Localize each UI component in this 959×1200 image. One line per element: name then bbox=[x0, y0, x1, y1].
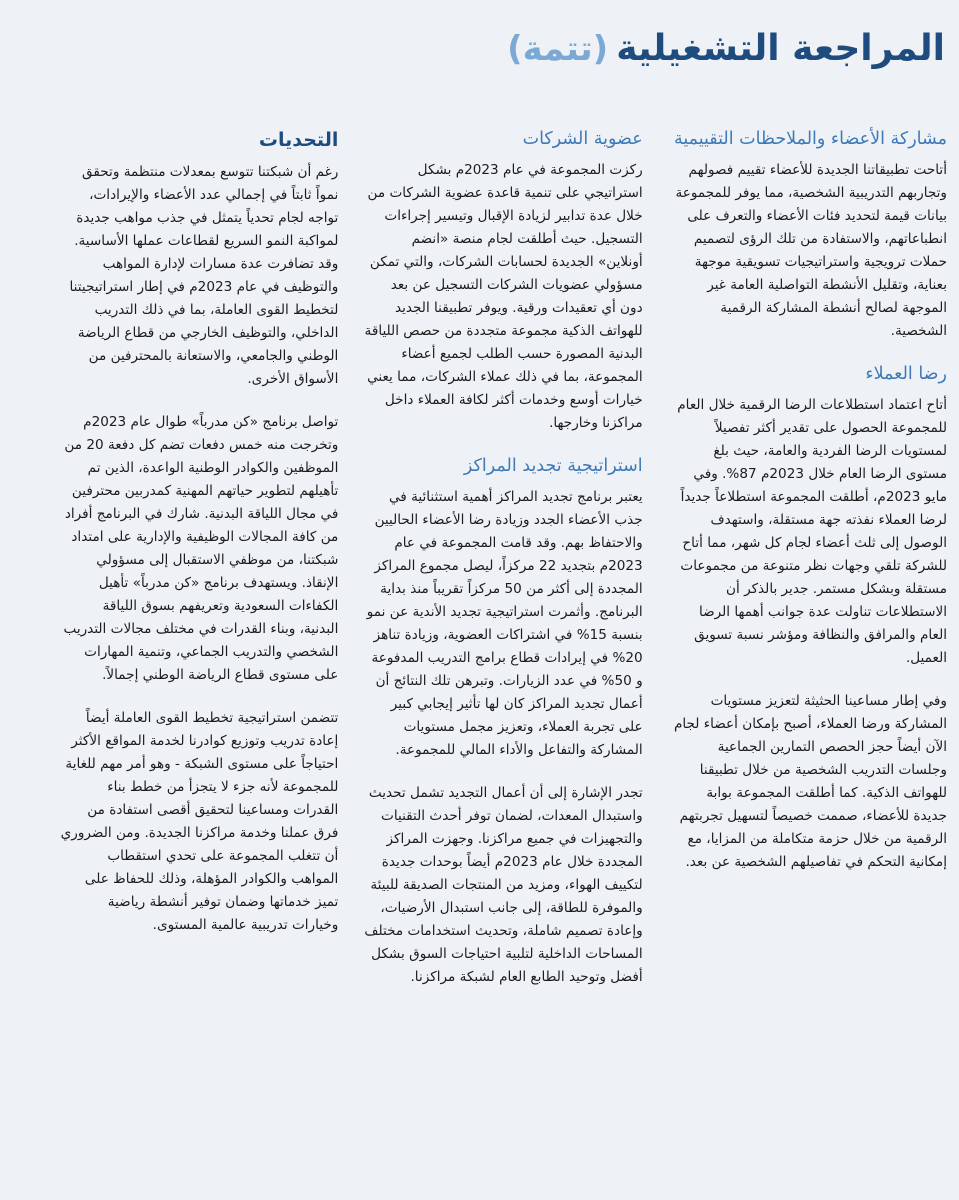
page-subtitle: (تتمة) bbox=[507, 29, 609, 69]
paragraph: تجدر الإشارة إلى أن أعمال التجديد تشمل تحديث واستبدال المعدات، لضمان توفر أحدث التقنيات والتجهيزات في جميع مراكزنا. وجهزت المراكز المجددة خلال عام 2023م أيضاً بوحدات جديدة لتكييف الهواء، ومزيد من المنتجات الصديقة للبيئة والموفرة للطاقة، إلى جانب استبدال الأرضيات، وإعادة تصميم شاملة، وتحديث استخدامات مختلف المساحات الداخلية لتلبية احتياجات السوق بشكل أفضل وتوحيد الطابع العام لشبكة مراكزنا. bbox=[364, 784, 643, 985]
column-right bbox=[669, 128, 947, 1009]
paragraph: تواصل برنامج «كن مدرباً» طوال عام 2023م وتخرجت منه خمس دفعات تضم كل دفعة 20 من الموظفين والكوادر الوطنية الواعدة، الذين تم تأهيلهم لتطوير حياتهم المهنية كمدربين محترفين في مجال اللياقة البدنية. شارك في البرنامج أفراد من كافة المجالات الوظيفية والإدارية على امتداد شبكتنا، من موظفي الاستقبال إلى مسؤولي الإنقاذ. ويستهدف برنامج «كن مدرباً» تأهيل الكفاءات السعودية وتعريفهم بسوق اللياقة البدنية، وبناء القدرات في مختلف مجالات التدريب الشخصي والتدريب الجماعي، وتنمية المهارات على مستوى قطاع الرياضة الوطني إجمالاً. bbox=[63, 413, 339, 683]
paragraph: تتضمن استراتيجية تخطيط القوى العاملة أيضاً إعادة تدريب وتوزيع كوادرنا لخدمة المواقع الأكثر احتياجاً على مستوى الشبكة - وهو أمر مهم للغاية للمجموعة لأنه جزء لا يتجزأ من خطط بناء القدرات ومساعينا لتحقيق أقصى استفادة من فرق عملنا وخدمة مراكزنا الجديدة. ومن الضروري أن تتغلب المجموعة على تحدي استقطاب المواهب والكوادر المؤهلة، وذلك للحفاظ على تميز خدماتها وضمان توفير أنشطة رياضية وخيارات تدريبية عالمية المستوى. bbox=[60, 709, 339, 933]
section-title-customer-satisfaction: رضا العملاء bbox=[865, 363, 947, 384]
section-title-corporate-membership: عضوية الشركات bbox=[522, 129, 643, 149]
paragraph: رغم أن شبكتنا تتوسع بمعدلات منتظمة وتحقق نمواً ثابتاً في إجمالي عدد الأعضاء والإيرادات، تواجه لجام تحدياً يتمثل في جذب مواهب جديدة لمواكبة النمو السريع لقطاعات عملها الأساسية. وقد تضافرت عدة مسارات لإدارة المواهب والتوظيف في عام 2023م في إطار استراتيجيتنا لتخطيط القوى العاملة، بما في ذلك التدريب الداخلي، والتوظيف الخارجي من قطاع الرياضة الوطني والجامعي، والاستعانة بالمحترفين من الأسواق الأخرى. bbox=[69, 163, 339, 387]
paragraph: أتاحت تطبيقاتنا الجديدة للأعضاء تقييم فصولهم وتجاربهم التدريبية الشخصية، مما يوفر للمجموعة بيانات قيمة لتحديد فئات الأعضاء والتعرف على انطباعاتهم، والاستفادة من تلك الرؤى لتصميم حملات ترويجية واستراتيجيات تسويقية موجهة بعناية، وتقليل الأنشطة التواصلية العامة غير الموجهة لصالح أنشطة المشاركة الرقمية الشخصية. bbox=[675, 161, 947, 339]
column-left bbox=[60, 128, 338, 1009]
article-columns bbox=[60, 128, 947, 1009]
paragraph: وفي إطار مساعينا الحثيثة لتعزيز مستويات المشاركة ورضا العملاء، أصبح بإمكان أعضاء لجام الآن أيضاً حجز الحصص التمارين الجماعية وجلسات التدريب الشخصية من خلال تطبيقنا للهواتف الذكية. كما أطلقت المجموعة بوابة جديدة للأعضاء، صممت خصيصاً لتسهيل تجربتهم الرقمية من خلال حزمة متكاملة من المزايا، مع إمكانية التحكم في تفاصيلهم الشخصية عن بعد. bbox=[673, 692, 947, 870]
section-title-member-engagement: مشاركة الأعضاء والملاحظات التقييمية bbox=[673, 129, 947, 149]
page-header bbox=[14, 28, 945, 69]
column-middle bbox=[364, 128, 642, 1009]
paragraph: يعتبر برنامج تجديد المراكز أهمية استثنائية في جذب الأعضاء الجدد وزيادة رضا الأعضاء الحاليين والاحتفاظ بهم. وقد قامت المجموعة في عام 2023م بتجديد 22 مركزاً، ليصل مجموع المراكز المجددة إلى أكثر من 50 مركزاً تقريباً منذ بداية البرنامج. وأثمرت استراتيجية تجديد الأندية عن نمو بنسبة 15% في اشتراكات العضوية، وزيادة تناهز 20% في إيرادات قطاع برامج التدريب المدفوعة و 50% في عدد الزيارات. وتبرهن تلك النتائج أن أعمال تجديد المراكز كان لها تأثير إيجابي كبير على تجربة العملاء، وتعزيز مجمل مستويات المشاركة والتفاعل والأداء المالي للمجموعة. bbox=[366, 488, 643, 758]
section-title-challenges: التحديات bbox=[258, 129, 339, 151]
page-title: المراجعة التشغيلية bbox=[616, 28, 945, 69]
paragraph: ركزت المجموعة في عام 2023م بشكل استراتيجي على تنمية قاعدة عضوية الشركات من خلال عدة تدابير لزيادة الإقبال وتيسير إجراءات التسجيل. حيث أطلقت لجام منصة «انضم أونلاين» الجديدة لحسابات الشركات، والتي تمكن مسؤولي عضويات الشركات التسجيل عن بعد دون أي تعقيدات ورقية. ويوفر تطبيقنا الجديد للهواتف الذكية مجموعة متجددة من حصص اللياقة البدنية المصورة حسب الطلب لجميع أعضاء المجموعة، بما في ذلك عملاء الشركات، مما يعني خيارات أوسع وخدمات أكثر لكافة العملاء داخل مراكزنا وخارجها. bbox=[364, 161, 643, 431]
paragraph: أتاح اعتماد استطلاعات الرضا الرقمية خلال العام للمجموعة الحصول على تقدير أكثر تفصيلاً لمستويات الرضا الفردية والعامة، حيث بلغ مستوى الرضا العام خلال 2023م 87%. وفي مايو 2023م، أطلقت المجموعة استطلاعاً جديداً لرضا العملاء نفذته جهة مستقلة، واستهدف الوصول إلى ثلث أعضاء لجام كل شهر، مما أتاح للشركة تلقي وجهات نظر متنوعة من مجموعات مستقلة وبشكل مستمر. جدير بالذكر أن الاستطلاعات تناولت عدة جوانب أهمها الرضا العام والمرافق والنظافة ومؤشر نسبة تسويق العميل. bbox=[677, 396, 947, 666]
section-title-renovation-strategy: استراتيجية تجديد المراكز bbox=[463, 455, 643, 476]
